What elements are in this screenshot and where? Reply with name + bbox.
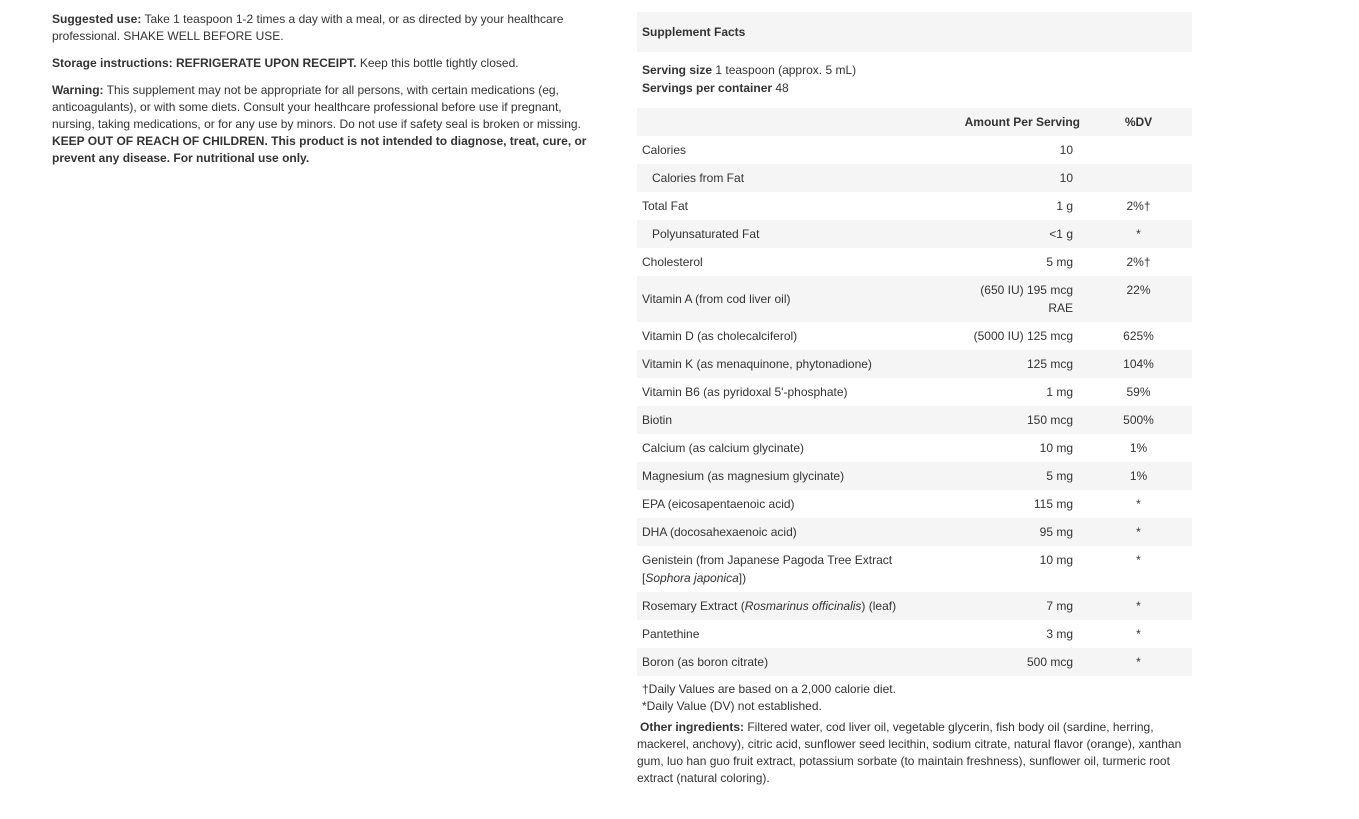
storage-instructions	[52, 55, 597, 72]
header-dv: %DV	[1085, 108, 1192, 136]
warning-text: This supplement may not be appropriate for all persons, with certain medications (eg, anticoagulants), or with some diets. Consult your healthcare professional before use if pregnant, nursing, taking medications, or for any use by minors. Do not use if safety seal is broken or missing.	[52, 83, 581, 131]
nutrient-amount: 3 mg	[1046, 627, 1073, 641]
nutrient-amount: 10 mg	[1039, 553, 1073, 567]
table-row	[637, 406, 1192, 434]
nutrient-name: Polyunsaturated Fat	[637, 220, 948, 248]
table-row	[637, 276, 1192, 322]
nutrient-amount: (650 IU) 195 mcg RAE	[948, 276, 1085, 322]
nutrient-dv: *	[1085, 518, 1192, 546]
nutrient-name: Total Fat	[642, 199, 689, 213]
nutrient-dv: 104%	[1085, 350, 1192, 378]
nutrient-name	[637, 592, 948, 620]
nutrient-amount: 10	[948, 164, 1085, 192]
table-row	[637, 164, 1192, 192]
nutrient-dv	[1085, 164, 1192, 192]
nutrient-amount: 95 mg	[948, 518, 1085, 546]
nutrient-dv: 500%	[1085, 406, 1192, 434]
nutrient-name: DHA (docosahexaenoic acid)	[637, 518, 948, 546]
nutrient-amount: 5 mg	[1046, 255, 1073, 269]
table-row	[637, 136, 1192, 164]
nutrient-dv: *	[1085, 648, 1192, 676]
nutrient-name	[637, 546, 948, 592]
nutrient-name: Cholesterol	[642, 255, 703, 269]
nutrient-dv: 59%	[1126, 385, 1151, 399]
serving-size-label: Serving size	[642, 63, 713, 77]
nutrient-amount: 1 mg	[1046, 385, 1073, 399]
table-row	[637, 592, 1192, 620]
nutrient-name: Calories from Fat	[637, 164, 948, 192]
nutrient-name: Biotin	[637, 406, 948, 434]
serving-size-value: 1 teaspoon (approx. 5 mL)	[712, 63, 857, 77]
table-row	[637, 434, 1192, 462]
suggested-use-label: Suggested use:	[52, 12, 142, 26]
table-row	[637, 620, 1192, 648]
nutrient-dv: 2%†	[1126, 255, 1151, 269]
nutrient-name-part: ])	[738, 571, 747, 585]
table-row	[637, 648, 1192, 676]
nutrient-dv: 625%	[1123, 329, 1154, 343]
nutrient-dv: *	[1136, 553, 1141, 567]
nutrient-name: Calcium (as calcium glycinate)	[642, 441, 805, 455]
facts-table	[637, 108, 1192, 676]
suggested-use	[52, 11, 597, 45]
nutrient-name: Pantethine	[642, 627, 700, 641]
nutrient-name: Vitamin K (as menaquinone, phytonadione)	[637, 350, 948, 378]
product-directions	[52, 11, 597, 177]
nutrient-dv: 2%†	[1126, 199, 1151, 213]
nutrient-name-part: Genistein (from Japanese Pagoda Tree Extract [	[642, 553, 893, 585]
nutrient-amount: 10	[1059, 143, 1073, 157]
servings-value: 48	[772, 81, 789, 95]
nutrient-dv: *	[1136, 497, 1141, 511]
nutrient-name-part: Rosemary Extract (	[642, 599, 745, 613]
storage-label: Storage instructions: REFRIGERATE UPON RECEIPT.	[52, 56, 357, 70]
serving-size	[642, 61, 1187, 79]
table-row	[637, 462, 1192, 490]
warning-label: Warning:	[52, 83, 104, 97]
table-row	[637, 518, 1192, 546]
other-ingredients-label: Other ingredients:	[640, 720, 745, 734]
nutrient-dv: 22%	[1085, 276, 1192, 322]
table-row	[637, 220, 1192, 248]
table-row	[637, 350, 1192, 378]
nutrient-amount: 500 mcg	[948, 648, 1085, 676]
nutrient-amount: 115 mg	[1033, 497, 1073, 511]
header-blank	[637, 108, 948, 136]
table-row	[637, 546, 1192, 592]
nutrient-dv: *	[1085, 592, 1192, 620]
nutrient-name-part: ) (leaf)	[861, 599, 897, 613]
nutrient-name: Vitamin A (from cod liver oil)	[637, 276, 948, 322]
nutrient-name: Vitamin B6 (as pyridoxal 5'-phosphate)	[642, 385, 848, 399]
nutrient-amount: 10 mg	[1039, 441, 1073, 455]
nutrient-name-latin: Rosmarinus officinalis	[744, 599, 862, 613]
nutrient-name: Calories	[642, 143, 687, 157]
footnotes	[637, 676, 1192, 715]
suggested-use-text: Take 1 teaspoon 1-2 times a day with a meal, or as directed by your healthcare professional. SHAKE WELL BEFORE USE.	[52, 12, 564, 43]
nutrient-amount: 150 mcg	[948, 406, 1085, 434]
servings-label: Servings per container	[642, 81, 773, 95]
table-row	[637, 322, 1192, 350]
nutrient-name: Boron (as boron citrate)	[637, 648, 948, 676]
table-row	[637, 490, 1192, 518]
nutrient-name: Magnesium (as magnesium glycinate)	[637, 462, 948, 490]
nutrient-dv	[1085, 136, 1192, 164]
servings-per-container	[642, 79, 1187, 97]
nutrient-name: Vitamin D (as cholecalciferol)	[642, 329, 798, 343]
nutrient-amount: 125 mcg	[948, 350, 1085, 378]
serving-info	[637, 52, 1192, 108]
nutrient-name-latin: Sophora japonica	[645, 571, 739, 585]
table-row	[637, 192, 1192, 220]
other-ingredients	[637, 719, 1192, 787]
nutrient-amount: 1 g	[1056, 199, 1073, 213]
nutrient-dv: *	[1085, 220, 1192, 248]
header-amount: Amount Per Serving	[948, 108, 1085, 136]
supplement-facts-panel	[637, 12, 1192, 787]
nutrient-amount: 7 mg	[948, 592, 1085, 620]
nutrient-amount: <1 g	[948, 220, 1085, 248]
footnote-dv-not-established: *Daily Value (DV) not established.	[642, 699, 822, 713]
supplement-facts-title: Supplement Facts	[637, 12, 1192, 52]
other-ingredients-text: Filtered water, cod liver oil, vegetable glycerin, fish body oil (sardine, herring, mackerel, anchovy), citric acid, sunflower seed lecithin, sodium citrate, natural flavor (orange), xanthan gum, luo han guo fruit extract, potassium sorbate (to maintain freshness), sunflower oil, turmeric root extract (natural coloring).	[637, 720, 1182, 785]
nutrient-amount: (5000 IU) 125 mcg	[973, 329, 1073, 343]
table-header-row	[637, 108, 1192, 136]
warning	[52, 82, 597, 167]
nutrient-name: EPA (eicosapentaenoic acid)	[642, 497, 795, 511]
nutrient-dv: *	[1136, 627, 1141, 641]
footnote-daily-values: †Daily Values are based on a 2,000 calorie diet.	[642, 682, 896, 696]
nutrient-dv: 1%	[1129, 441, 1148, 455]
table-row	[637, 378, 1192, 406]
storage-text: Keep this bottle tightly closed.	[356, 56, 519, 70]
nutrient-dv: 1%	[1085, 462, 1192, 490]
warning-bold-text: KEEP OUT OF REACH OF CHILDREN. This product is not intended to diagnose, treat, cure, or prevent any disease. For nutritional use only.	[52, 134, 587, 165]
table-row	[637, 248, 1192, 276]
nutrient-amount: 5 mg	[948, 462, 1085, 490]
